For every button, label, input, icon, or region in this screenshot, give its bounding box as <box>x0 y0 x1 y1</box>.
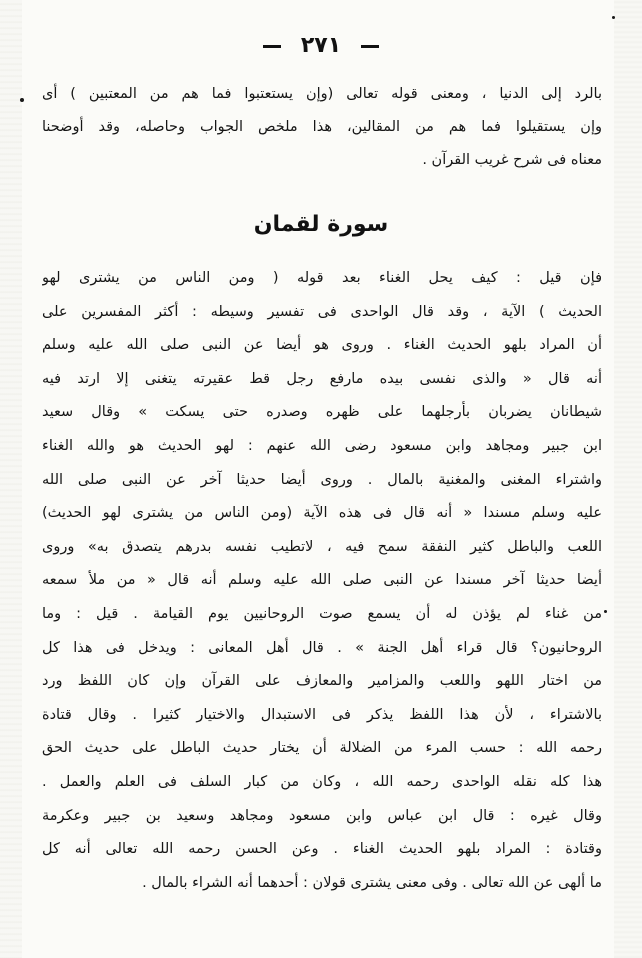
scan-speck <box>604 610 607 613</box>
text-line: الحديث ) الآية ، وقد قال الواحدى فى تفسير وسيطه : أكثر المفسرين على <box>42 303 602 320</box>
text-line: هذا كله نقله الواحدى رحمه الله ، وكان من كبار السلف فى العلم والعمل . <box>42 773 602 790</box>
text-line: رحمه الله : حسب المرء من الضلالة أن يختار حديث الباطل على حديث الحق <box>42 740 602 757</box>
body-paragraph <box>42 262 602 900</box>
text-line: أن المراد بلهو الحديث الغناء . وروى هو أيضا عن النبى صلى الله عليه وسلم <box>42 337 602 354</box>
text-line: بالاشتراء ، لأن هذا اللفظ يذكر فى الاستبدال والاختيار كثيرا . وقال قتادة <box>42 706 602 723</box>
text-line: عليه وسلم مسندا « أنه قال فى هذه الآية (ومن الناس من يشترى لهو الحديث) <box>42 505 602 522</box>
text-line: بالرد إلى الدنيا ، ومعنى قوله تعالى (وإن يستعتبوا فما هم من المعتبين ) أى <box>42 86 602 102</box>
text-line: أيضا حديثا آخر مسندا عن النبى صلى الله عليه وسلم أنه قال « من ملأ سمعه <box>42 572 602 589</box>
text-line: من اختار اللهو واللعب والمزامير والمعازف على القرآن وإن كان اللفظ ورد <box>42 673 602 690</box>
text-line: وقتادة : المراد بلهو الحديث الغناء . وعن الحسن رحمه الله تعالى أنه كل <box>42 841 602 858</box>
text-line: من غناء لم يؤذن له أن يسمع صوت الروحانيين يوم القيامة . قيل : وما <box>42 605 602 622</box>
text-line: شيطانان يضربان بأرجلهما على ظهره وصدره حتى يسكت » وقال سعيد <box>42 404 602 421</box>
text-line: الروحانيون؟ قال قراء أهل الجنة » . قال أهل المعانى : ويدخل فى هذا كل <box>42 639 602 656</box>
text-line: معناه فى شرح غريب القرآن . <box>422 152 602 168</box>
header-dash-left <box>263 45 281 48</box>
page-edge-right <box>614 0 642 958</box>
text-line: فإن قيل : كيف يحل الغناء بعد قوله ( ومن الناس من يشترى لهو <box>42 270 602 286</box>
page-edge-left <box>0 0 22 958</box>
header-dash-right <box>361 45 379 48</box>
text-line: وإن يستقيلوا فما هم من المقالين، هذا ملخص الجواب وحاصله، وقد أوضحنا <box>42 119 602 135</box>
text-line: اللعب والباطل كثير النفقة سمح فيه ، لاتطيب نفسه بدرهم يتصدق به» وروى <box>42 538 602 555</box>
scan-speck <box>612 16 615 19</box>
text-line: ابن جبير ومجاهد وابن مسعود رضى الله عنهم : لهو الحديث هو والله الغناء <box>42 437 602 454</box>
page-number: ٢٧١ <box>300 33 342 58</box>
scan-speck <box>20 98 24 102</box>
surah-title: سورة لقمان <box>253 212 389 237</box>
text-line: ما ألهى عن الله تعالى . وفى معنى يشترى قولان : أحدهما أنه الشراء بالمال . <box>142 874 602 891</box>
text-line: أنه قال « والذى نفسى بيده مارفع رجل قط عقيرته يتغنى إلا ارتد فيه <box>42 370 602 387</box>
page-header <box>0 30 642 62</box>
text-line: وقال غيره : قال ابن عباس وابن مسعود ومجاهد وسعيد بن جبير وعكرمة <box>42 807 602 824</box>
intro-paragraph <box>42 78 602 177</box>
text-line: واشتراء المغنى والمغنية بالمال . وروى أيضا حديثا آخر عن النبى صلى الله <box>42 471 602 488</box>
